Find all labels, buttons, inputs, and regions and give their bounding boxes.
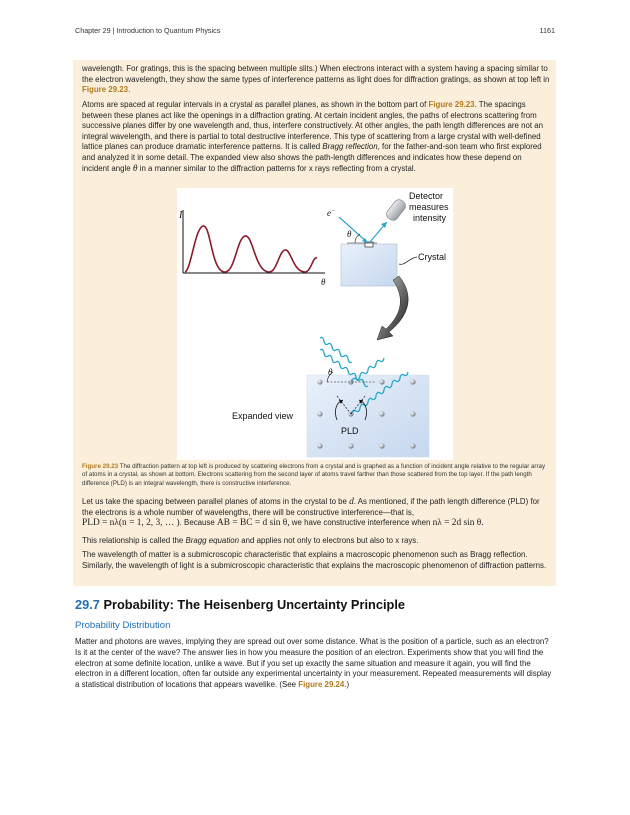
electron-letter: e <box>327 208 331 218</box>
paragraph-bragg <box>82 100 550 174</box>
angle-label-top: θ <box>347 229 352 239</box>
crystal-label: Crystal <box>418 252 447 262</box>
para1-end: . <box>128 85 131 95</box>
expanded-crystal-block <box>307 375 429 457</box>
atom <box>410 379 415 384</box>
spacing-symbol-d: d <box>349 497 354 507</box>
electron-symbol <box>327 208 335 218</box>
atom <box>317 379 322 384</box>
electron-charge: − <box>331 208 336 214</box>
intensity-plot <box>178 210 326 287</box>
figure-29-23 <box>177 188 453 460</box>
subsection-heading: Probability Distribution <box>75 620 171 631</box>
para4-t2: and applies not only to electrons but also to x rays. <box>239 536 419 545</box>
paragraph-intro <box>82 64 550 96</box>
para2-t2: . The spacings between these planes act like the openings in a diffraction grating. At certain incident angles, the paths of electrons scattering from successive planes differ by one wavelength and, thus, interfere constructively. At other angles, the path length differences are not an integral wavelength, and there is partial to total destructive interference. This type of scattering from a large crystal with well-defined lattice planes can produce dramatic interference patterns. It is called <box>82 100 544 152</box>
atom <box>379 411 384 416</box>
paragraph-probability <box>75 637 555 691</box>
para3-t4: we have constructive interference when <box>289 518 433 528</box>
atom <box>317 411 322 416</box>
axis-label-intensity: I <box>179 210 183 221</box>
detector-body <box>384 198 407 223</box>
para3-t2: . As mentioned, if the path length difference (PLD) for the electrons is a whole number of wavelengths, there will be constructive interference—that is, <box>82 497 540 517</box>
crystal-top <box>327 208 397 286</box>
page-number: 1161 <box>539 26 555 35</box>
figure-caption <box>82 463 550 488</box>
detector-label-2: measures <box>409 202 449 212</box>
atom <box>410 443 415 448</box>
incident-wave-1 <box>320 337 352 362</box>
figure-link-29-23[interactable]: Figure 29.23 <box>82 85 129 95</box>
header-separator: | <box>110 26 117 35</box>
figure-link-29-24[interactable]: Figure 29.24 <box>298 680 345 690</box>
diffraction-curve <box>185 226 317 272</box>
atom <box>348 443 353 448</box>
equation-bragg: nλ = 2d sin θ. <box>432 518 484 529</box>
chapter-label: Chapter 29 <box>75 26 111 35</box>
expanded-view-label: Expanded view <box>232 411 294 421</box>
figure-link-29-23-b[interactable]: Figure 29.23 <box>428 100 475 109</box>
paragraph-bragg-equation <box>82 536 550 547</box>
para3-t1: Let us take the spacing between parallel planes of atoms in the crystal to be <box>82 497 350 506</box>
bragg-diagram <box>177 188 453 460</box>
detector-label-1: Detector <box>409 191 444 201</box>
para4-t1: This relationship is called the <box>82 536 186 545</box>
theta-symbol: θ <box>132 163 138 174</box>
para2-t3: , for the father-and-son team who first explored and analyzed it in some detail. The expanded view also shows the path-length differences and indicates how these depend on incident angle <box>82 142 542 173</box>
section-title: Probability: The Heisenberg Uncertainty Principle <box>99 597 405 612</box>
equation-ab-bc: AB = BC = d sin θ, <box>216 518 290 529</box>
section-heading <box>75 597 405 612</box>
atom <box>379 379 384 384</box>
para6-t2: .) <box>344 680 350 690</box>
axis-label-theta: θ <box>321 277 326 287</box>
crystal-leader-line <box>399 257 417 264</box>
detector <box>384 198 407 223</box>
paragraph-wavelength: The wavelength of matter is a submicroscopic characteristic that explains a macroscopic phenomenon such as Bragg reflection. Similarly, the wavelength of light is a submicroscopic characteristic that explains the macroscopic phenomenon of diffraction patterns. <box>82 550 547 570</box>
para2-t4: in a manner similar to the diffraction patterns for x rays reflecting from a crystal. <box>137 163 416 173</box>
atom <box>317 443 322 448</box>
crystal-block <box>341 244 397 286</box>
bragg-reflection-term: Bragg reflection <box>322 142 378 152</box>
caption-label: Figure 29.23 <box>82 463 119 470</box>
chapter-heading <box>75 26 220 35</box>
incident-beam <box>339 217 368 243</box>
pld-label: PLD <box>341 426 359 436</box>
detector-label-3: intensity <box>413 213 447 223</box>
equation-pld: PLD = nλ(n = 1, 2, 3, … ) <box>82 518 180 529</box>
para1-text: wavelength. For gratings, this is the spacing between multiple slits.) When electrons interact with a system having a spacing similar to the electron wavelength, they show the same types of interference patterns as light does for diffraction gratings, as shown at top left in <box>82 64 550 84</box>
para6-t1: Matter and photons are waves, implying they are spread out over some distance. What is the position of a particle, such as an electron? Is it at the center of the wave? The answer lies in how you measure the position of an electron. Experiments show that you will find the electron at some definite location, unlike a wave. But if you set up exactly the same situation and measure it again, you will find the electron in a different location, often far outside any experimental uncertainty in your measurement. Repeated measurements will display a statistical distribution of locations that appears wavelike. (See <box>75 637 552 690</box>
atom <box>410 411 415 416</box>
chapter-title: Introduction to Quantum Physics <box>116 26 221 35</box>
page-header <box>75 26 555 35</box>
section-number: 29.7 <box>75 597 100 612</box>
atom <box>379 443 384 448</box>
bragg-equation-term: Bragg equation <box>185 536 240 545</box>
expanded-crystal <box>307 337 429 457</box>
para3-t3: . Because <box>179 518 217 528</box>
angle-label-bottom: θ <box>328 367 333 377</box>
para2-t1: Atoms are spaced at regular intervals in a crystal as parallel planes, as shown in the bottom part of <box>82 100 429 109</box>
caption-text: The diffraction pattern at top left is produced by scattering electrons from a crystal and is graphed as a function of incident angle relative to the regular array of atoms in a crystal, as shown at bottom. Electrons scattering from the second layer of atoms travel farther than those scattered from the top layer. If the path length difference (PLD) is an integral wavelength, there is constructive interference. <box>82 463 546 487</box>
paragraph-pld <box>82 497 550 529</box>
